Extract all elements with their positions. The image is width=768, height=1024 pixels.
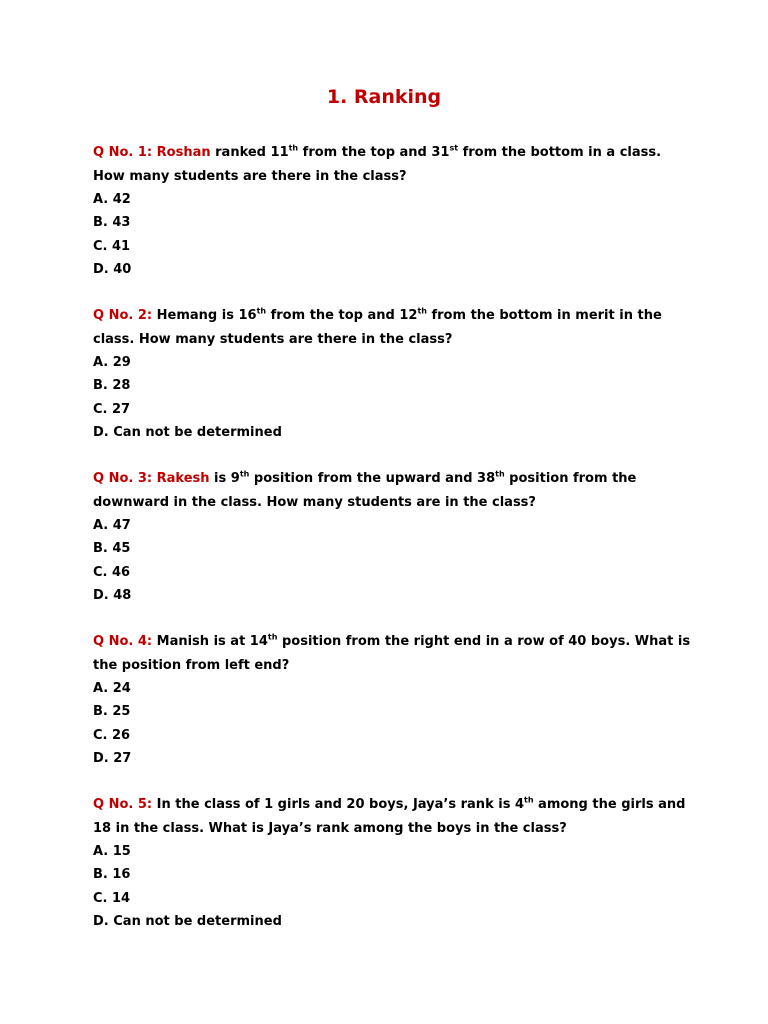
- question-text-part: among the girls and 18 in the class. What is Jaya’s rank among the boys in the class?: [93, 797, 686, 836]
- question-text-part: position from the downward in the class. How many students are in the class?: [93, 471, 637, 510]
- option-a: A. 24: [93, 681, 131, 696]
- question-text-part: from the top and 12: [266, 308, 418, 323]
- option-a: A. 15: [93, 844, 131, 859]
- question-text: [93, 630, 693, 677]
- question-4: [93, 630, 693, 770]
- question-number: Q No. 5:: [93, 797, 153, 812]
- option-a: A. 29: [93, 355, 131, 370]
- ordinal-suffix: st: [449, 143, 459, 153]
- question-name: Rakesh: [156, 471, 210, 486]
- option-b: B. 45: [93, 541, 131, 557]
- question-text-part: from the bottom in merit in the class. How many students are there in the class?: [93, 308, 662, 347]
- question-5: [93, 793, 693, 933]
- question-number: Q No. 4:: [93, 634, 153, 649]
- page-title: 1. Ranking: [326, 86, 442, 108]
- question-text-part: ranked 11: [210, 145, 289, 160]
- ordinal-suffix: th: [495, 469, 505, 479]
- ordinal-suffix: th: [524, 795, 534, 805]
- question-text-part: is 9: [209, 471, 240, 486]
- option-c: C. 27: [93, 401, 131, 417]
- question-text-part: position from the right end in a row of 40 boys. What is the position from left end?: [93, 634, 691, 673]
- option-b: B. 28: [93, 378, 131, 394]
- question-text-part: from the top and 31: [298, 145, 450, 160]
- ordinal-suffix: th: [256, 306, 267, 316]
- question-text-part: In the class of 1 girls and 20 boys, Jaya’s rank is 4: [152, 797, 524, 812]
- ordinal-suffix: th: [417, 306, 427, 316]
- ordinal-suffix: th: [267, 632, 278, 642]
- question-text: [93, 141, 693, 188]
- option-c: C. 46: [93, 564, 131, 580]
- option-b: B. 16: [93, 867, 131, 883]
- question-text: [93, 793, 693, 840]
- option-d: D. 27: [93, 750, 132, 766]
- question-text-part: Hemang is 16: [152, 308, 257, 323]
- question-text-part: position from the upward and 38: [249, 471, 496, 486]
- option-a: A. 42: [93, 192, 131, 207]
- ordinal-suffix: th: [288, 143, 299, 153]
- option-b: B. 43: [93, 215, 131, 231]
- question-text: [93, 467, 693, 514]
- question-number: Q No. 1:: [93, 145, 153, 160]
- question-text-part: Manish is at 14: [152, 634, 268, 649]
- option-d: D. Can not be determined: [93, 913, 282, 929]
- question-number: Q No. 3:: [93, 471, 153, 486]
- option-c: C. 14: [93, 890, 131, 906]
- question-text-part: from the bottom in a class. How many students are there in the class?: [93, 145, 662, 184]
- question-2: [93, 304, 693, 444]
- option-c: C. 41: [93, 238, 131, 254]
- option-d: D. 48: [93, 587, 132, 603]
- option-d: D. 40: [93, 261, 132, 277]
- option-c: C. 26: [93, 727, 131, 743]
- question-text: [93, 304, 693, 351]
- question-3: [93, 467, 693, 607]
- question-number: Q No. 2:: [93, 308, 153, 323]
- question-1: [93, 141, 693, 281]
- option-b: B. 25: [93, 704, 131, 720]
- question-name: Roshan: [156, 145, 211, 160]
- option-d: D. Can not be determined: [93, 424, 282, 440]
- ordinal-suffix: th: [239, 469, 250, 479]
- option-a: A. 47: [93, 518, 131, 533]
